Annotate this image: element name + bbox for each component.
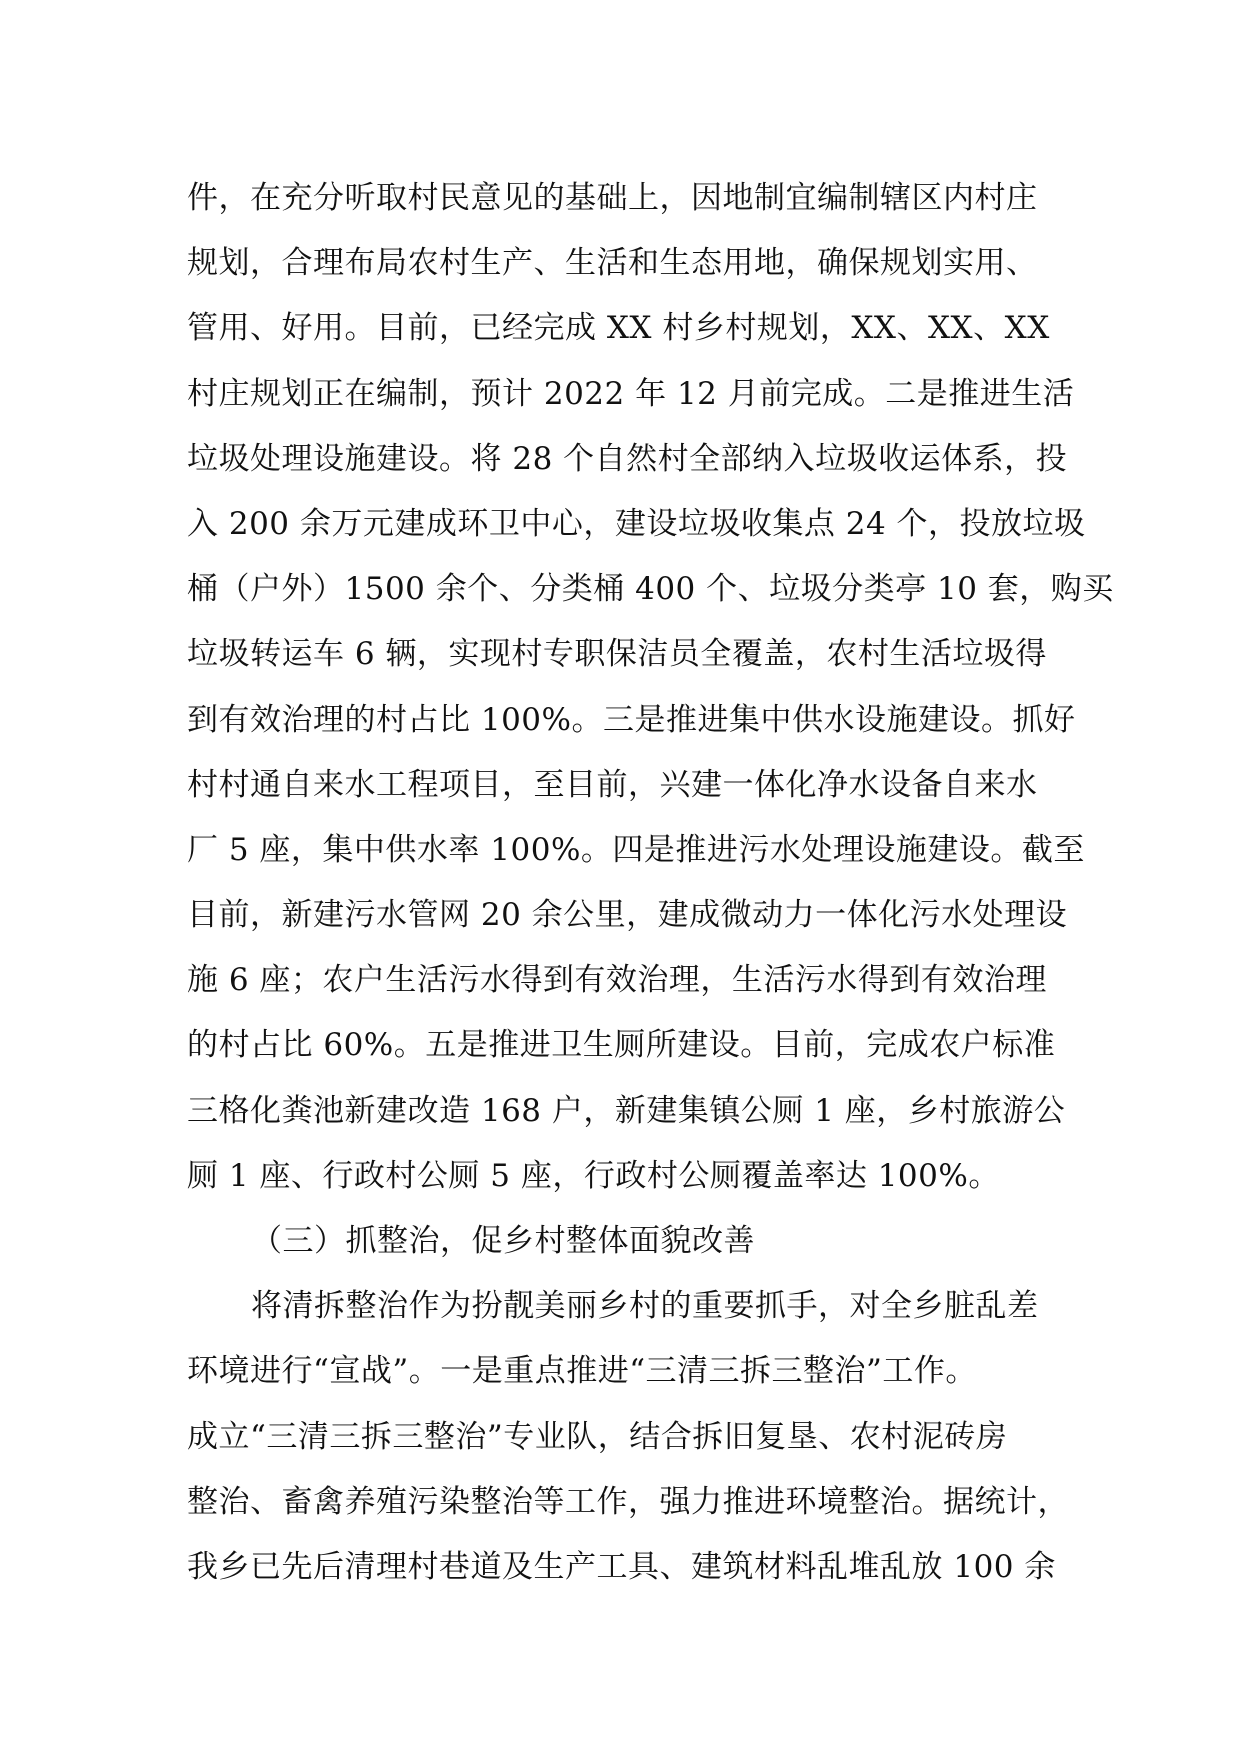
text-line: 厕 1 座、行政村公厕 5 座，行政村公厕覆盖率达 100%。 [187,1157,1000,1194]
text-line: 桶（户外）1500 余个、分类桶 400 个、垃圾分类亭 10 套，购买 [187,571,1114,608]
text-line: 目前，新建污水管网 20 余公里，建成微动力一体化污水处理设 [187,897,1068,934]
text-line: 垃圾处理设施建设。将 28 个自然村全部纳入垃圾收运体系，投 [187,440,1068,477]
text-line: 我乡已先后清理村巷道及生产工具、建筑材料乱堆乱放 100 余 [187,1548,1056,1585]
text-line: 将清拆整治作为扮靓美丽乡村的重要抓手，对全乡脏乱差 [251,1288,1039,1325]
body-text [187,166,1114,1600]
text-line: 村村通自来水工程项目，至目前，兴建一体化净水设备自来水 [187,766,1038,803]
text-line: 整治、畜禽养殖污染整治等工作，强力推进环境整治。据统计， [187,1483,1069,1520]
text-line: 垃圾转运车 6 辆，实现村专职保洁员全覆盖，农村生活垃圾得 [187,636,1047,673]
text-line: 到有效治理的村占比 100%。三是推进集中供水设施建设。抓好 [187,701,1076,738]
text-line: 村庄规划正在编制，预计 2022 年 12 月前完成。二是推进生活 [187,375,1075,412]
text-line: 管用、好用。目前，已经完成 XX 村乡村规划，XX、XX、XX [187,310,1050,347]
text-line: 规划，合理布局农村生产、生活和生态用地，确保规划实用、 [187,245,1038,282]
text-line: 的村占比 60%。五是推进卫生厕所建设。目前，完成农户标准 [187,1027,1056,1064]
text-line: 入 200 余万元建成环卫中心，建设垃圾收集点 24 个，投放垃圾 [187,505,1086,542]
text-line: 三格化粪池新建改造 168 户，新建集镇公厕 1 座，乡村旅游公 [187,1092,1066,1129]
text-line: 环境进行“宣战”。一是重点推进“三清三拆三整治”工作。 [187,1353,977,1390]
text-line: 件，在充分听取村民意见的基础上，因地制宜编制辖区内村庄 [187,180,1038,216]
section-heading: （三）抓整治，促乡村整体面貌改善 [251,1223,755,1259]
text-line: 厂 5 座，集中供水率 100%。四是推进污水处理设施建设。截至 [187,831,1085,868]
text-line: 成立“三清三拆三整治”专业队，结合拆旧复垦、农村泥砖房 [187,1418,1008,1455]
text-line: 施 6 座；农户生活污水得到有效治理，生活污水得到有效治理 [187,962,1047,999]
